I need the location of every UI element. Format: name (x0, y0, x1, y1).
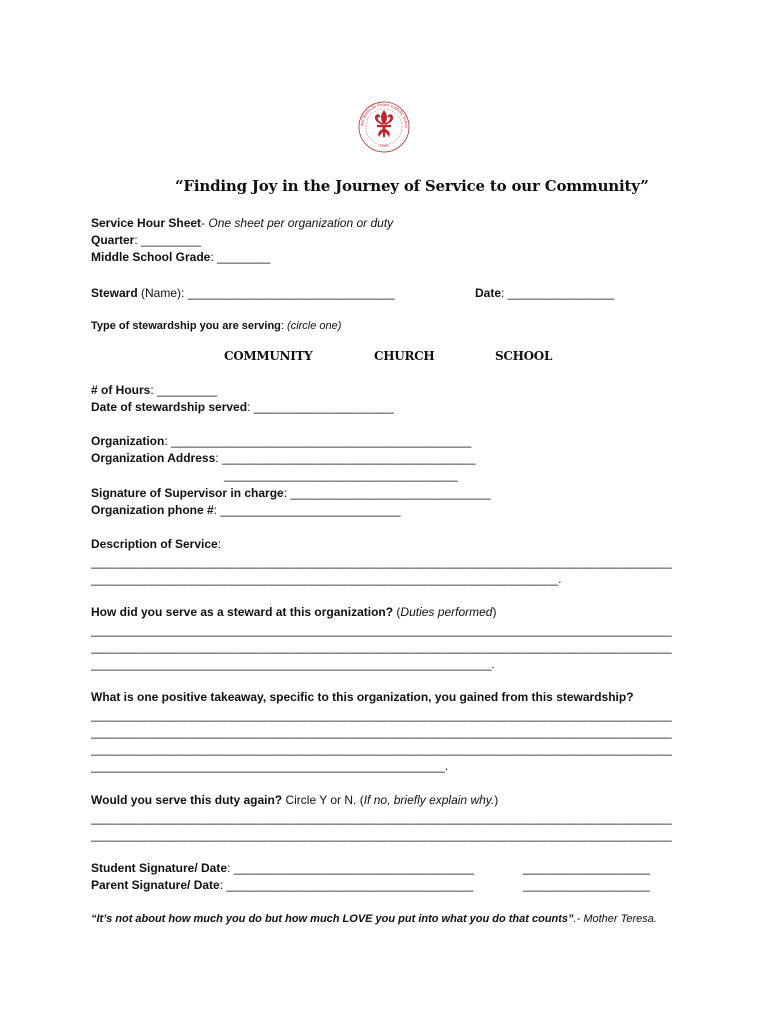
sheet-heading (91, 216, 393, 230)
description-line-1[interactable]: _______________________________________________________________________________________ (91, 555, 672, 569)
organization-address-line2[interactable]: ___________________________________ (224, 468, 458, 482)
date-blank[interactable]: : ________________ (501, 286, 615, 300)
parent-signature-label: Parent Signature/ Date (91, 878, 220, 892)
steward-name-blank[interactable]: (Name): _______________________________ (137, 286, 395, 300)
parent-date-blank[interactable]: ___________________ (523, 878, 650, 892)
takeaway-line-4[interactable]: _____________________________________________________. (91, 759, 449, 773)
steward-label: Steward (91, 286, 138, 300)
organization-phone-blank[interactable]: : ___________________________ (213, 503, 401, 517)
takeaway-line-2[interactable]: _______________________________________________________________________________________ (91, 725, 672, 739)
quarter-label: Quarter (91, 233, 135, 247)
stewardship-type-line (91, 320, 341, 332)
quote-attribution: .- Mother Teresa. (573, 913, 657, 925)
serve-again-line-1[interactable]: _______________________________________________________________________________________ (91, 811, 672, 825)
grade-field[interactable] (91, 250, 270, 264)
serve-again-note: If no, briefly explain why. (363, 793, 495, 807)
duties-line-3[interactable]: ____________________________________________________________. (91, 657, 495, 671)
serve-again-close: ) (494, 793, 499, 807)
svg-text:Saint Martin de Porres Catholi: aint Martin de Porres Catholic Schoo (359, 101, 410, 128)
supervisor-signature-field[interactable] (91, 486, 491, 500)
grade-label: Middle School Grade (91, 250, 211, 264)
quote-text: “It’s not about how much you do but how much LOVE you put into what you do that counts” (91, 913, 574, 925)
grade-blank[interactable]: : ________ (210, 250, 271, 264)
duties-question (91, 605, 496, 619)
organization-address-label: Organization Address (91, 451, 216, 465)
student-signature-blank[interactable]: : ____________________________________ (227, 861, 474, 875)
student-signature-label: Student Signature/ Date (91, 861, 228, 875)
student-date-blank[interactable]: ___________________ (523, 861, 650, 875)
student-signature-field[interactable] (91, 861, 474, 875)
sheet-note: One sheet per organization or duty (208, 216, 394, 230)
fleur-de-lis-icon (375, 110, 393, 137)
organization-address-blank[interactable]: : ______________________________________ (215, 451, 476, 465)
date-served-field[interactable] (91, 400, 394, 414)
date-served-blank[interactable]: : _____________________ (247, 400, 394, 414)
takeaway-line-3[interactable]: _______________________________________________________________________________________ (91, 742, 672, 756)
duties-note: Duties performed (400, 605, 493, 619)
duties-note-open: ( (393, 605, 401, 619)
duties-note-close: ) (492, 605, 497, 619)
duties-line-1[interactable]: _______________________________________________________________________________________ (91, 623, 672, 637)
hours-label: # of Hours (91, 383, 151, 397)
takeaway-line-1[interactable]: _______________________________________________________________________________________ (91, 708, 672, 722)
supervisor-blank[interactable]: : ______________________________ (283, 486, 491, 500)
sheet-label: Service Hour Sheet (91, 216, 202, 230)
organization-label: Organization (91, 434, 165, 448)
stewardship-type-sep: : (280, 320, 288, 332)
organization-phone-label: Organization phone # (91, 503, 214, 517)
option-school[interactable]: SCHOOL (495, 349, 553, 363)
parent-signature-blank[interactable]: : _____________________________________ (219, 878, 474, 892)
option-church[interactable]: CHURCH (374, 349, 435, 363)
sheet-sep: - (201, 216, 209, 230)
quarter-field[interactable] (91, 233, 201, 247)
supervisor-label: Signature of Supervisor in charge (91, 486, 284, 500)
organization-field[interactable] (91, 434, 471, 448)
serve-again-question (91, 793, 498, 807)
steward-date-field[interactable] (475, 286, 614, 300)
parent-signature-field[interactable] (91, 878, 473, 892)
organization-address-field[interactable] (91, 451, 476, 465)
steward-name-field[interactable] (91, 286, 395, 300)
date-label: Date (475, 286, 502, 300)
serve-again-text: Would you serve this duty again? (91, 793, 283, 807)
description-label: Description of Service (91, 537, 218, 551)
option-community[interactable]: COMMUNITY (224, 349, 313, 363)
hours-blank[interactable]: : _________ (150, 383, 218, 397)
description-heading (91, 537, 221, 551)
serve-again-instruction: Circle Y or N. ( (282, 793, 364, 807)
page-title: “Finding Joy in the Journey of Service to our Community” (175, 177, 649, 195)
stewardship-type-label: Type of stewardship you are serving (91, 320, 281, 332)
serve-again-line-2[interactable]: _______________________________________________________________________________________ (91, 828, 672, 842)
hours-field[interactable] (91, 383, 217, 397)
organization-phone-field[interactable] (91, 503, 401, 517)
duties-line-2[interactable]: _______________________________________________________________________________________ (91, 640, 672, 654)
organization-blank[interactable]: : _____________________________________________ (164, 434, 472, 448)
duties-question-text: How did you serve as a steward at this organization? (91, 605, 394, 619)
school-seal-logo (354, 99, 414, 155)
description-colon: : (217, 537, 222, 551)
description-line-2[interactable]: ______________________________________________________________________. (91, 572, 562, 586)
closing-quote (91, 913, 657, 925)
quarter-blank[interactable]: : _________ (134, 233, 202, 247)
svg-text:1949: 1949 (379, 143, 389, 148)
stewardship-type-note: (circle one) (287, 320, 342, 332)
date-served-label: Date of stewardship served (91, 400, 248, 414)
takeaway-question: What is one positive takeaway, specific to this organization, you gained from this stewardship? (91, 690, 634, 704)
